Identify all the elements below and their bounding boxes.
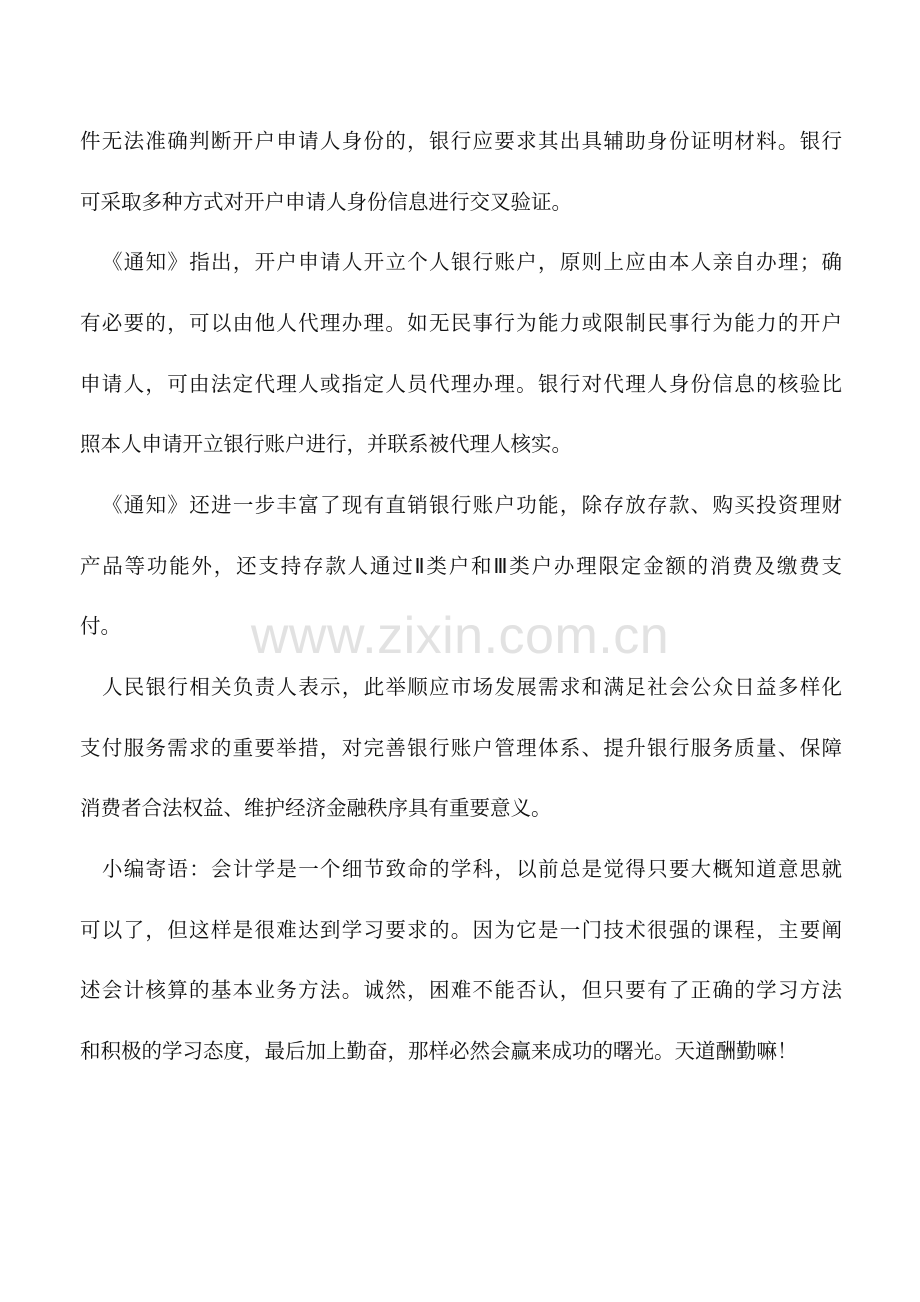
paragraph-line: 产品等功能外，还支持存款人通过Ⅱ类户和Ⅲ类户办理限定金额的消费及缴费支	[80, 554, 842, 578]
paragraph-line: 消费者合法权益、维护经济金融秩序具有重要意义。	[80, 796, 552, 820]
paragraph-line: 付。	[80, 614, 121, 638]
paragraph-line: 申请人，可由法定代理人或指定人员代理办理。银行对代理人身份信息的核验比	[80, 372, 842, 396]
paragraph-line: 《通知》指出，开户申请人开立个人银行账户，原则上应由本人亲自办理；确	[102, 250, 842, 274]
paragraph-line: 可以了，但这样是很难达到学习要求的。因为它是一门技术很强的课程，主要阐	[80, 918, 842, 942]
paragraph-line: 小编寄语：会计学是一个细节致命的学科，以前总是觉得只要大概知道意思就	[102, 857, 842, 881]
paragraph-line: 人民银行相关负责人表示，此举顺应市场发展需求和满足社会公众日益多样化	[102, 675, 842, 699]
paragraph-line: 述会计核算的基本业务方法。诚然，困难不能否认，但只要有了正确的学习方法	[80, 978, 842, 1002]
paragraph-line: 《通知》还进一步丰富了现有直销银行账户功能，除存放存款、购买投资理财	[102, 493, 842, 517]
paragraph-line: 和积极的学习态度，最后加上勤奋，那样必然会赢来成功的曙光。天道酬勤嘛！	[80, 1039, 798, 1063]
watermark-text: www.zixin.com.cn	[250, 607, 670, 665]
paragraph-line: 件无法准确判断开户申请人身份的，银行应要求其出具辅助身份证明材料。银行	[80, 129, 842, 153]
paragraph-line: 可采取多种方式对开户申请人身份信息进行交叉验证。	[80, 190, 572, 214]
paragraph-line: 照本人申请开立银行账户进行，并联系被代理人核实。	[80, 432, 572, 456]
paragraph-line: 支付服务需求的重要举措，对完善银行账户管理体系、提升银行服务质量、保障	[80, 736, 842, 760]
paragraph-line: 有必要的，可以由他人代理办理。如无民事行为能力或限制民事行为能力的开户	[80, 311, 842, 335]
